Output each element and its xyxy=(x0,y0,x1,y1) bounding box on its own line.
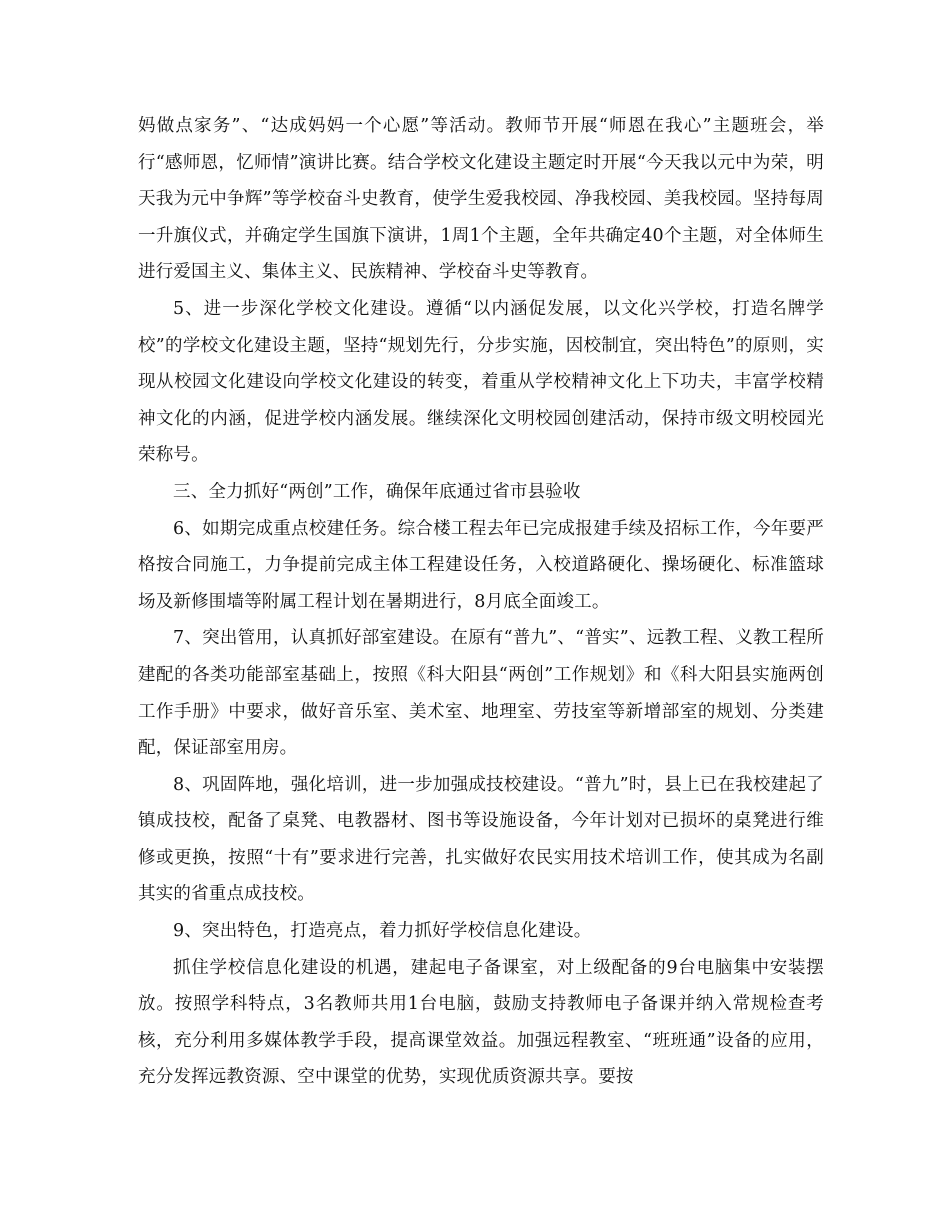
paragraph-item-6: 6、如期完成重点校建任务。综合楼工程去年已完成报建手续及招标工作，今年要严格按合同施工，力争提前完成主体工程建设任务，入校道路硬化、操场硬化、标准篮球场及新修围墙等附属工程计划在暑期进行，8月底全面竣工。 xyxy=(138,518,824,612)
section-heading-3: 三、全力抓好“两创”工作，确保年底通过省市县验收 xyxy=(173,481,581,502)
paragraph-continuation: 妈做点家务”、“达成妈妈一个心愿”等活动。教师节开展“师恩在我心”主题班会，举行“感师恩，忆师情”演讲比赛。结合学校文化建设主题定时开展“今天我以元中为荣，明天我为元中争辉”等学校奋斗史教育，使学生爱我校园、净我校园、美我校园。坚持每周一升旗仪式，并确定学生国旗下演讲，1周1个主题，全年共确定40个主题，对全体师生进行爱国主义、集体主义、民族精神、学校奋斗史等教育。 xyxy=(138,116,824,283)
paragraph-item-9-body: 抓住学校信息化建设的机遇，建起电子备课室，对上级配备的9台电脑集中安装摆放。按照学科特点，3名教师共用1台电脑，鼓励支持教师电子备课并纳入常规检查考核，充分利用多媒体教学手段，提高课堂效益。加强远程教室、“班班通”设备的应用，充分发挥远教资源、空中课堂的优势，实现优质资源共享。要按 xyxy=(138,957,824,1088)
paragraph-item-5: 5、进一步深化学校文化建设。遵循“以内涵促发展，以文化兴学校，打造名牌学校”的学校文化建设主题，坚持“规划先行，分步实施，因校制宜，突出特色”的原则，实现从校园文化建设向学校文化建设的转变，着重从学校精神文化上下功夫，丰富学校精神文化的内涵，促进学校内涵发展。继续深化文明校园创建活动，保持市级文明校园光荣称号。 xyxy=(138,298,824,466)
document-body xyxy=(138,108,824,1096)
paragraph-item-7: 7、突出管用，认真抓好部室建设。在原有“普九”、“普实”、远教工程、义教工程所建配的各类功能部室基础上，按照《科大阳县“两创”工作规划》和《科大阳县实施两创工作手册》中要求，做好音乐室、美术室、地理室、劳技室等新增部室的规划、分类建配，保证部室用房。 xyxy=(138,628,824,759)
paragraph-item-9: 9、突出特色，打造亮点，着力抓好学校信息化建设。 xyxy=(173,921,592,942)
paragraph-item-8: 8、巩固阵地，强化培训，进一步加强成技校建设。“普九”时，县上已在我校建起了镇成技校，配备了桌凳、电教器材、图书等设施设备，今年计划对已损坏的桌凳进行维修或更换，按照“十有”要求进行完善，扎实做好农民实用技术培训工作，使其成为名副其实的省重点成技校。 xyxy=(138,774,824,905)
